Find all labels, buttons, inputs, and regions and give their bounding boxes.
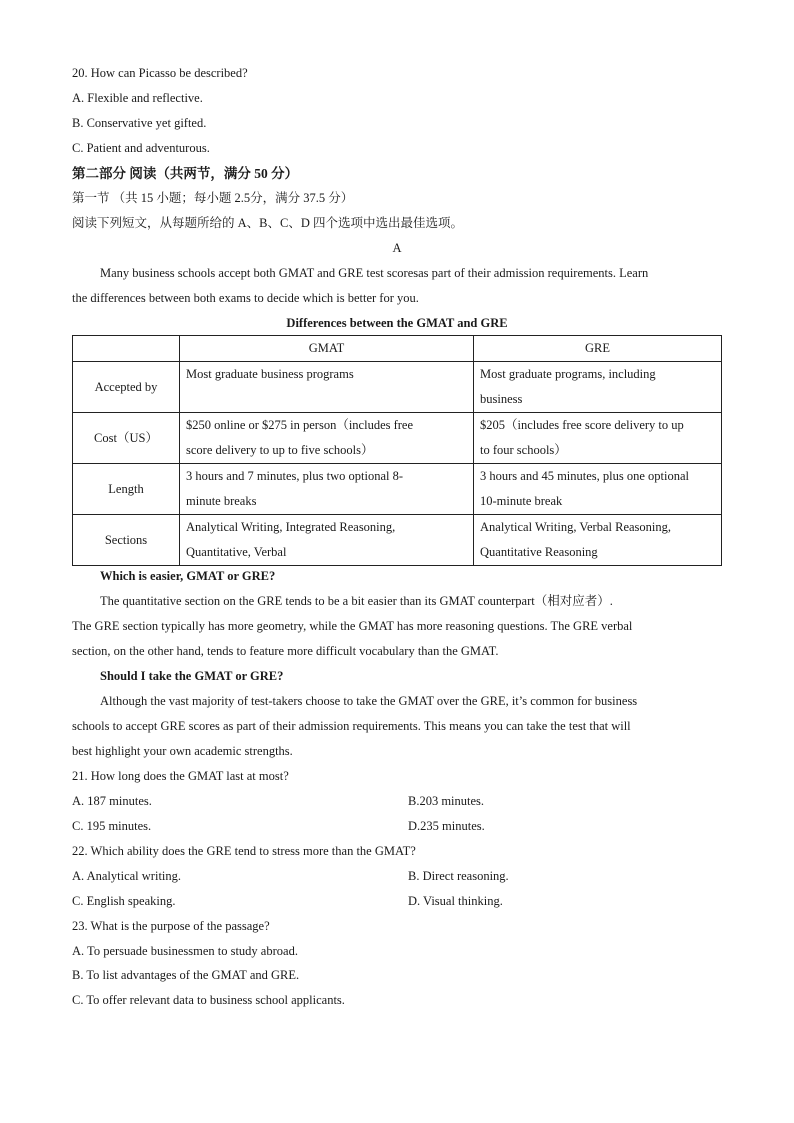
- easier-line2: The GRE section typically has more geometry, while the GMAT has more reasoning questions. The GRE verbal: [72, 619, 633, 633]
- q23-option-a: A. To persuade businessmen to study abroad.: [72, 944, 298, 958]
- cell-line: Analytical Writing, Integrated Reasoning,: [186, 520, 396, 534]
- cell-line: Analytical Writing, Verbal Reasoning,: [480, 520, 672, 534]
- row-label: Sections: [73, 515, 180, 566]
- table-row: [73, 515, 722, 566]
- row-label: Accepted by: [73, 362, 180, 413]
- passage-intro-line1: Many business schools accept both GMAT and GRE test scoresas part of their admission requirements. Learn: [100, 266, 649, 280]
- passage-label: A: [392, 241, 402, 255]
- q23-option-b: B. To list advantages of the GMAT and GRE.: [72, 968, 300, 982]
- q22-option-d: D. Visual thinking.: [408, 894, 503, 908]
- cell-line: to four schools）: [480, 443, 567, 457]
- q22-option-a: A. Analytical writing.: [72, 869, 182, 883]
- q20-option-a: A. Flexible and reflective.: [72, 91, 203, 105]
- q23-stem: 23. What is the purpose of the passage?: [72, 919, 270, 933]
- q20-stem: 20. How can Picasso be described?: [72, 66, 248, 80]
- cell-line: Quantitative, Verbal: [186, 545, 287, 559]
- cell-line: $205（includes free score delivery to up: [480, 418, 684, 432]
- table-caption: Differences between the GMAT and GRE: [286, 316, 508, 330]
- q21-option-d: D.235 minutes.: [408, 819, 485, 833]
- cell-line: $250 online or $275 in person（includes free: [186, 418, 414, 432]
- gre-cell: [474, 413, 722, 464]
- table-header-row: [73, 336, 722, 362]
- easier-line3: section, on the other hand, tends to feature more difficult vocabulary than the GMAT.: [72, 644, 499, 658]
- gre-cell: [474, 515, 722, 566]
- cell-line: Quantitative Reasoning: [480, 545, 598, 559]
- section1-title: 第一节 （共 15 小题；每小题 2.5分，满分 37.5 分）: [72, 191, 354, 205]
- cell-line: Most graduate business programs: [186, 367, 354, 381]
- q22-stem: 22. Which ability does the GRE tend to stress more than the GMAT?: [72, 844, 416, 858]
- gmat-cell: [180, 464, 474, 515]
- table-row: [73, 464, 722, 515]
- easier-heading: Which is easier, GMAT or GRE?: [100, 569, 276, 583]
- part2-title: 第二部分 阅读（共两节，满分 50 分）: [72, 166, 299, 181]
- q20-option-b: B. Conservative yet gifted.: [72, 116, 207, 130]
- row-label: Cost（US）: [73, 413, 180, 464]
- table-header-corner: [73, 336, 180, 362]
- should-heading: Should I take the GMAT or GRE?: [100, 669, 284, 683]
- cell-line: Most graduate programs, including: [480, 367, 656, 381]
- reading-instruction: 阅读下列短文，从每题所给的 A、B、C、D 四个选项中选出最佳选项。: [72, 216, 463, 230]
- cell-line: 3 hours and 7 minutes, plus two optional 8-: [186, 469, 403, 483]
- comparison-table: [72, 335, 722, 566]
- q21-stem: 21. How long does the GMAT last at most?: [72, 769, 289, 783]
- q22-option-c: C. English speaking.: [72, 894, 176, 908]
- cell-line: 3 hours and 45 minutes, plus one optional: [480, 469, 690, 483]
- q22-option-b: B. Direct reasoning.: [408, 869, 509, 883]
- q20-option-c: C. Patient and adventurous.: [72, 141, 210, 155]
- table-header-gmat: GMAT: [180, 336, 474, 362]
- should-line1: Although the vast majority of test-takers choose to take the GMAT over the GRE, it’s common for business: [100, 694, 638, 708]
- easier-line1: The quantitative section on the GRE tends to be a bit easier than its GMAT counterpart（相对应者）.: [100, 594, 613, 608]
- q21-option-c: C. 195 minutes.: [72, 819, 152, 833]
- table-row: [73, 413, 722, 464]
- table-header-gre: GRE: [474, 336, 722, 362]
- row-label: Length: [73, 464, 180, 515]
- gmat-cell: [180, 413, 474, 464]
- q21-option-a: A. 187 minutes.: [72, 794, 152, 808]
- cell-line: score delivery to up to five schools）: [186, 443, 374, 457]
- q23-option-c: C. To offer relevant data to business school applicants.: [72, 993, 345, 1007]
- passage-intro-line2: the differences between both exams to decide which is better for you.: [72, 291, 419, 305]
- cell-line: business: [480, 392, 523, 406]
- gre-cell: [474, 464, 722, 515]
- cell-line: minute breaks: [186, 494, 257, 508]
- should-line2: schools to accept GRE scores as part of their admission requirements. This means you can take the test that will: [72, 719, 631, 733]
- gmat-cell: [180, 362, 474, 413]
- cell-line: 10-minute break: [480, 494, 563, 508]
- gre-cell: [474, 362, 722, 413]
- should-line3: best highlight your own academic strengths.: [72, 744, 293, 758]
- q21-option-b: B.203 minutes.: [408, 794, 485, 808]
- gmat-cell: [180, 515, 474, 566]
- table-row: [73, 362, 722, 413]
